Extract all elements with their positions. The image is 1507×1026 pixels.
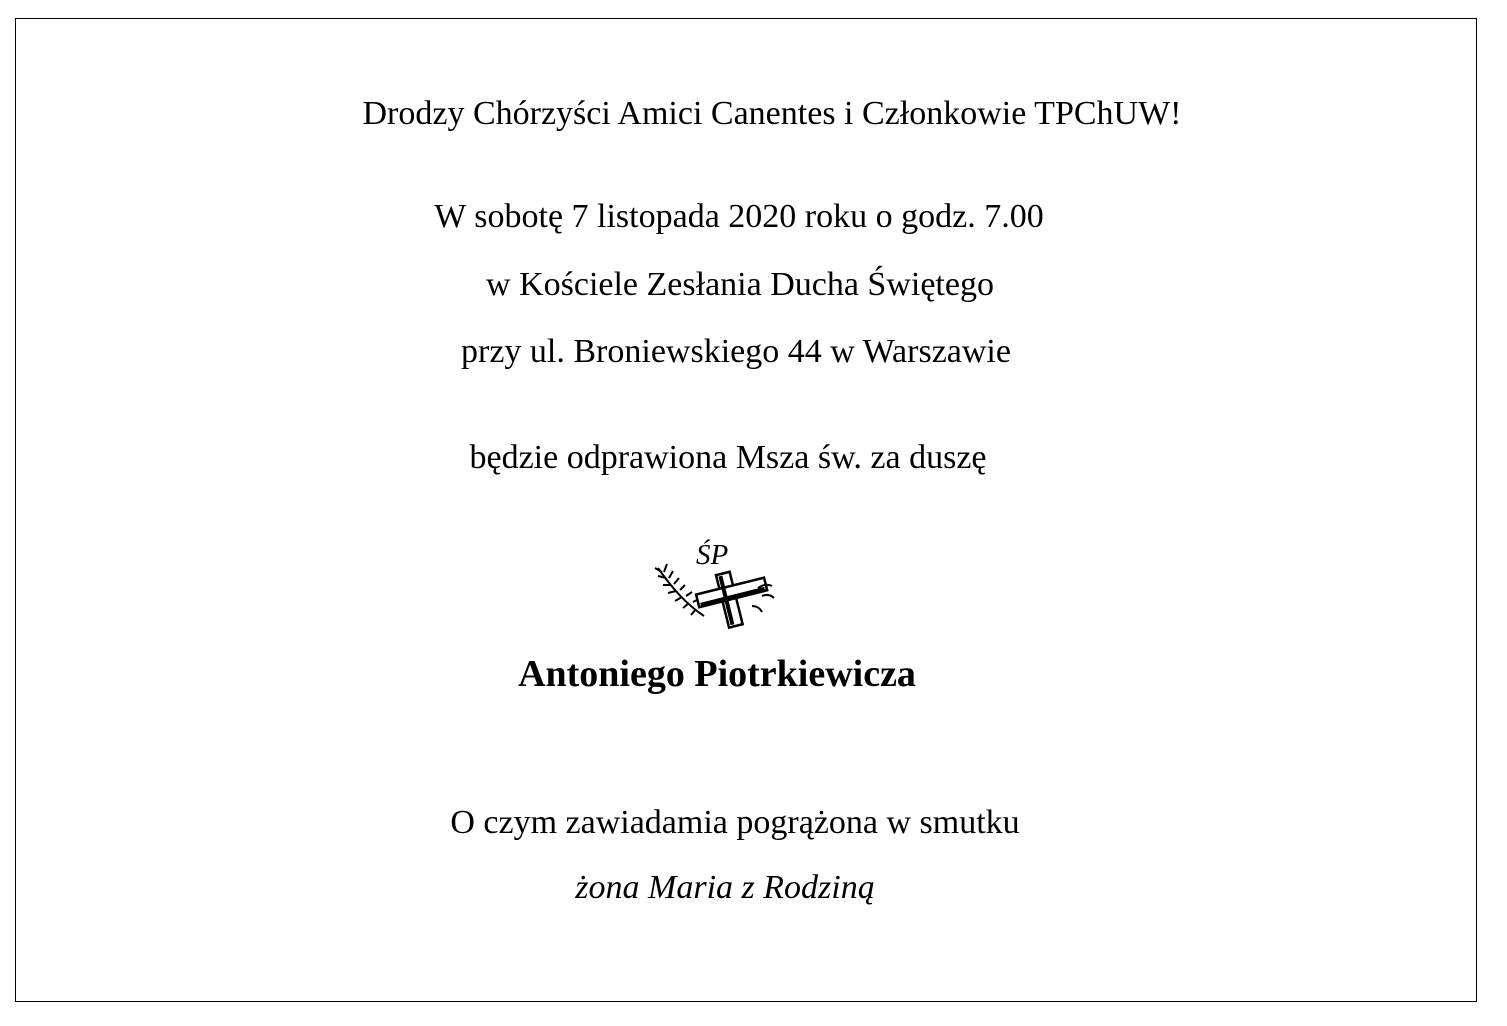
date-line: W sobotę 7 listopada 2020 roku o godz. 7.00 [434,198,1044,235]
church-line: w Kościele Zesłania Ducha Świętego [486,266,994,303]
emblem-text: ŚP [696,539,729,571]
address-line: przy ul. Broniewskiego 44 w Warszawie [461,333,1011,370]
greeting-line: Drodzy Chórzyści Amici Canentes i Członkowie TPChUW! [362,95,1182,132]
document-border [15,18,1477,1002]
mass-line: będzie odprawiona Msza św. za duszę [469,439,987,476]
deceased-name: Antoniego Piotrkiewicza [518,653,916,695]
signature-line: żona Maria z Rodziną [575,869,875,906]
memorial-emblem [652,538,782,630]
closing-line: O czym zawiadamia pogrążona w smutku [450,804,1020,841]
